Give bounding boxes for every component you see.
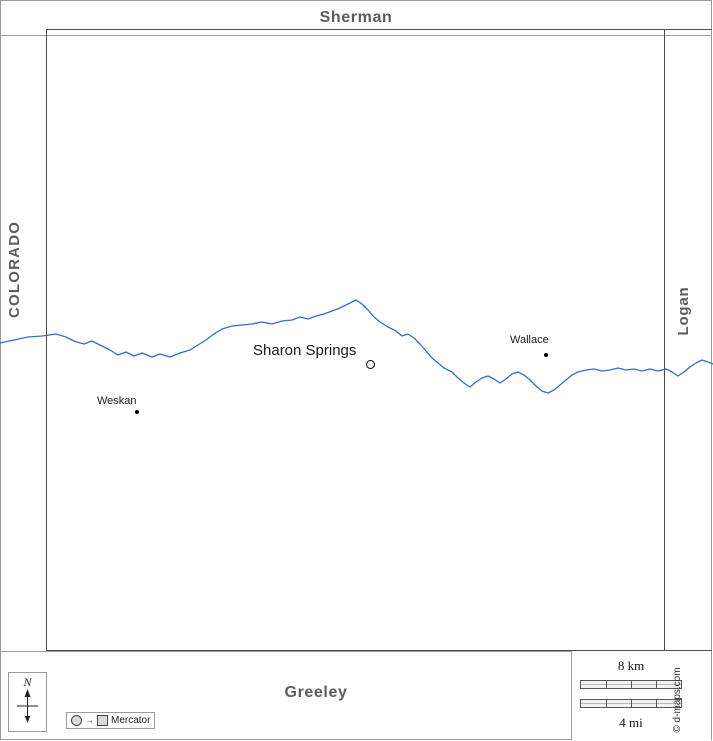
- scale-km-label: 8 km: [617, 658, 645, 673]
- globe-icon: [71, 715, 82, 726]
- flat-map-icon: [97, 715, 108, 726]
- town-marker[interactable]: [544, 353, 548, 357]
- neighbor-label-greeley: Greeley: [284, 684, 348, 701]
- city-label-sharon-springs: Sharon Springs: [253, 342, 357, 359]
- scale-bar-km: [580, 680, 682, 689]
- county-border-west: [46, 29, 47, 651]
- scale-bar-mi: [580, 699, 682, 708]
- county-border-north: [46, 29, 712, 30]
- scale-mi-label: 4 mi: [619, 715, 643, 730]
- right-arrow-icon: →: [85, 715, 94, 725]
- projection-indicator: [66, 712, 155, 729]
- county-polygon: [46, 29, 712, 651]
- compass-rose: [8, 672, 47, 732]
- copyright-notice: © d-maps.com: [672, 667, 683, 733]
- city-label-wallace: Wallace: [510, 334, 549, 346]
- neighbor-label-logan: Logan: [675, 286, 692, 336]
- city-label-weskan: Weskan: [97, 395, 137, 407]
- neighbor-label-sherman: Sherman: [319, 9, 393, 26]
- county-seat-marker[interactable]: [366, 360, 375, 369]
- county-border-east: [664, 29, 665, 651]
- projection-label: Mercator: [111, 715, 151, 726]
- neighbor-label-colorado: COLORADO: [6, 220, 23, 318]
- town-marker[interactable]: [135, 410, 139, 414]
- compass-north-label: N: [23, 675, 32, 689]
- scale-bar-group: [571, 651, 711, 740]
- compass-needle-icon: [9, 687, 46, 731]
